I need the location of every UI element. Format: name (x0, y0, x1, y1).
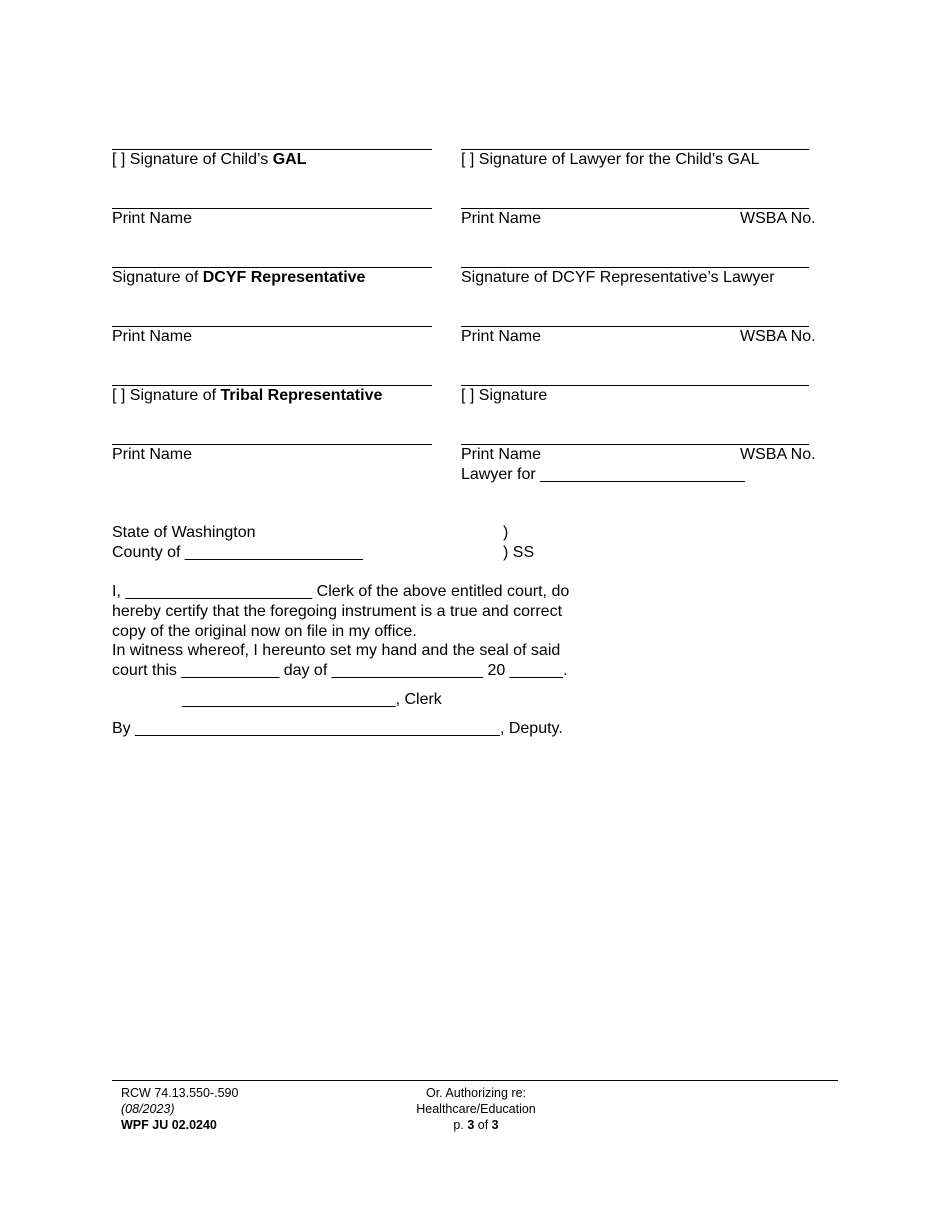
footer-rule (112, 1080, 838, 1081)
tribal-print-name-label: Print Name (112, 446, 193, 463)
gal-lawyer-print-name-label: Print Name (461, 210, 542, 227)
venue-ss: ) SS (503, 544, 535, 561)
tribal-signature-label: [ ] Signature of Tribal Representative (112, 387, 383, 404)
dcyf-signature-label: Signature of DCYF Representative (112, 269, 366, 286)
certification-text-line: court this ___________ day of _________________ 20 ______. (112, 662, 568, 679)
wsba-number-label: WSBA No. (740, 328, 816, 345)
gal-lawyer-signature-label: [ ] Signature of Lawyer for the Child’s GAL (461, 151, 760, 168)
venue-paren: ) (503, 524, 509, 541)
footer-form-number: WPF JU 02.0240 (121, 1118, 217, 1132)
gal-signature-label: [ ] Signature of Child’s GAL (112, 151, 307, 168)
footer-date: (08/2023) (121, 1102, 175, 1116)
footer-title-line: Or. Authorizing re: (425, 1086, 527, 1100)
footer-rcw: RCW 74.13.550-.590 (121, 1086, 239, 1100)
dcyf-lawyer-print-name-label: Print Name (461, 328, 542, 345)
certification-text-line: hereby certify that the foregoing instrument is a true and correct (112, 603, 563, 620)
certification-text-line: copy of the original now on file in my office. (112, 623, 417, 640)
other-signature-label: [ ] Signature (461, 387, 548, 404)
wsba-number-label: WSBA No. (740, 446, 816, 463)
county-line: County of ____________________ (112, 544, 363, 561)
gal-print-name-label: Print Name (112, 210, 193, 227)
dcyf-print-name-label: Print Name (112, 328, 193, 345)
footer-page-number: p. 3 of 3 (453, 1118, 499, 1132)
state-label: State of Washington (112, 524, 256, 541)
certification-text-line: I, _____________________ Clerk of the above entitled court, do (112, 583, 570, 600)
clerk-signature-line: ________________________, Clerk (182, 691, 442, 708)
dcyf-lawyer-signature-label: Signature of DCYF Representative’s Lawyer (461, 269, 775, 286)
deputy-signature-line: By _________________________________________, Deputy. (112, 720, 563, 737)
footer-title-line: Healthcare/Education (416, 1102, 536, 1116)
certification-text-line: In witness whereof, I hereunto set my hand and the seal of said (112, 642, 561, 659)
other-print-name-label: Print Name (461, 446, 542, 463)
lawyer-for-line: Lawyer for _______________________ (461, 466, 745, 483)
wsba-number-label: WSBA No. (740, 210, 816, 227)
